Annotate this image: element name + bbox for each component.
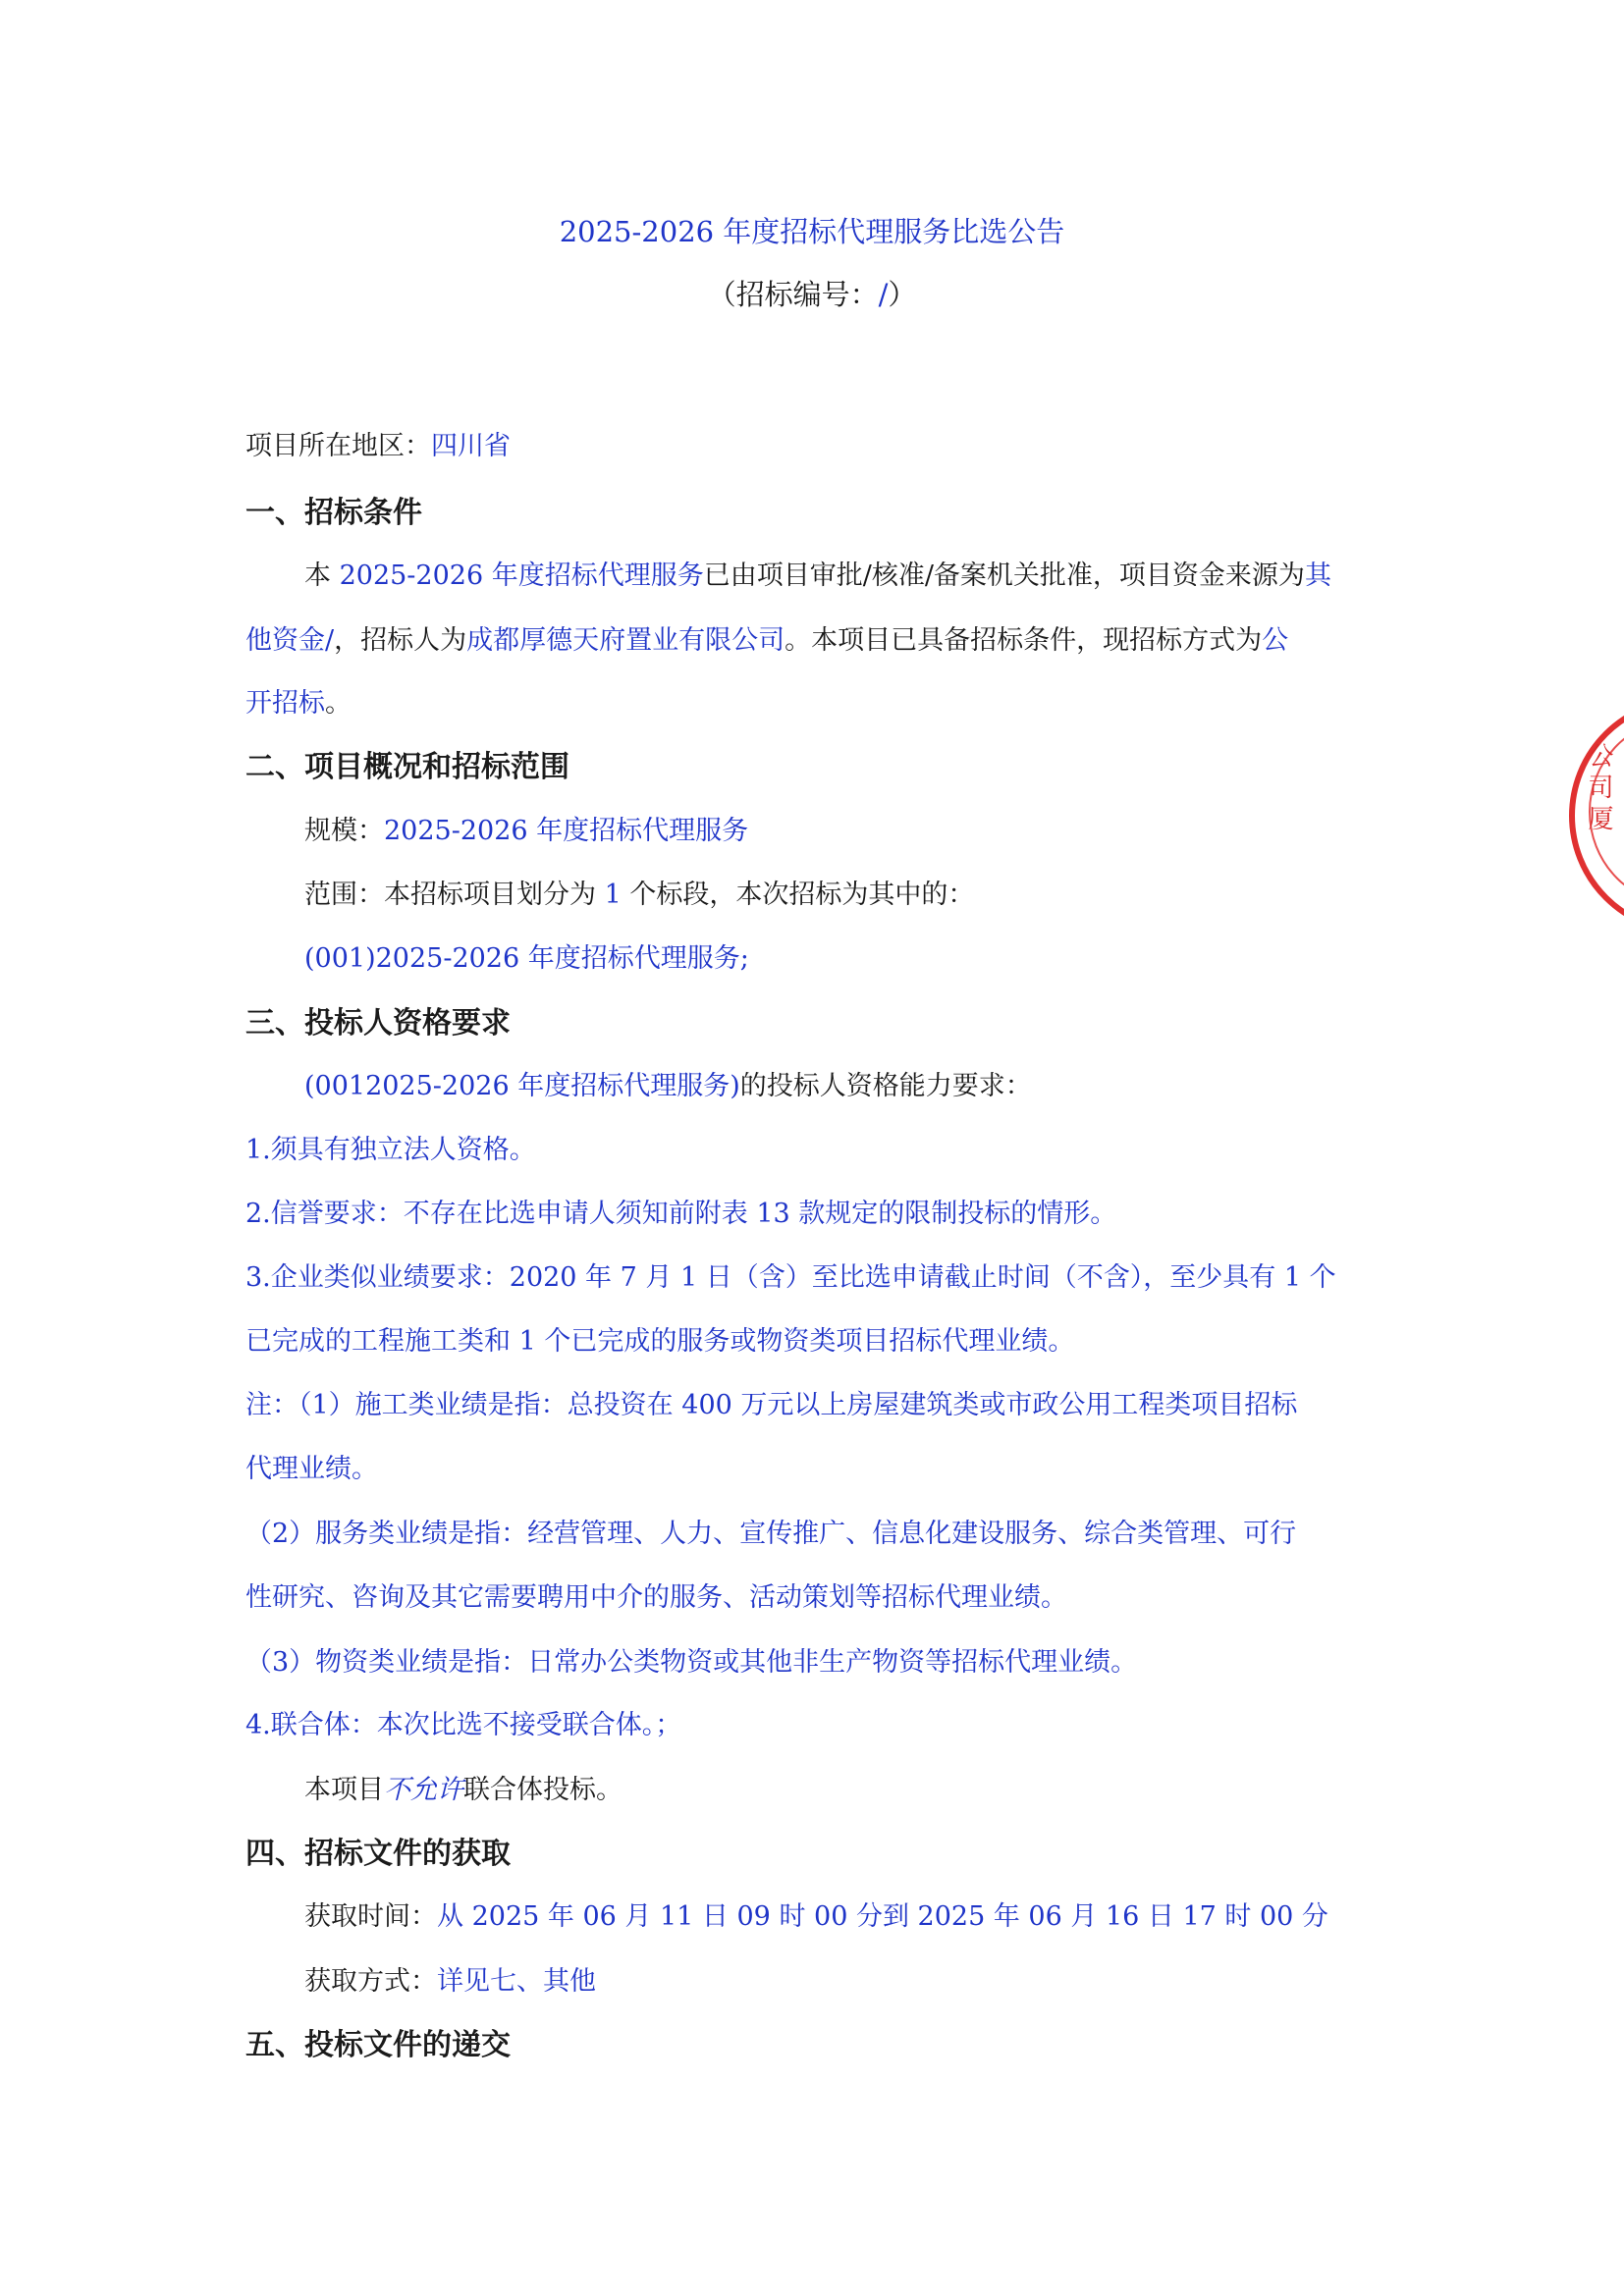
s1-funding-source: 其 — [1304, 561, 1331, 591]
page-title: 2025-2026 年度招标代理服务比选公告 — [559, 215, 1065, 248]
company-seal-stamp — [1569, 697, 1624, 934]
acquire-method-label: 获取方式： — [304, 1966, 437, 1997]
scale-value: 2025-2026 年度招标代理服务 — [384, 816, 749, 846]
s3-intro — [304, 1064, 1032, 1102]
s3-note-1-line-1: 注：（1）施工类业绩是指：总投资在 400 万元以上房屋建筑类或市政公用工程类项目招标 — [245, 1390, 1298, 1420]
s3-consortium — [304, 1768, 623, 1806]
s3-note-1-line-2: 代理业绩。 — [245, 1454, 378, 1484]
consortium-text: 联合体投标。 — [463, 1775, 623, 1805]
tender-number-prefix: （招标编号： — [707, 278, 879, 311]
project-region — [245, 424, 511, 462]
s3-intro-text: 的投标人资格能力要求： — [739, 1071, 1032, 1101]
region-value: 四川省 — [431, 431, 511, 461]
acquire-method-value: 详见七、其他 — [437, 1966, 596, 1997]
s3-requirement-3-line-2: 已完成的工程施工类和 1 个已完成的服务或物资类项目招标代理业绩。 — [245, 1326, 1075, 1357]
acquire-time-label: 获取时间： — [304, 1901, 437, 1932]
s1-text: 已由项目审批/核准/备案机关批准，项目资金来源为 — [703, 561, 1305, 591]
tender-number-suffix: ） — [888, 278, 917, 311]
s1-paragraph-line-2 — [245, 618, 1288, 657]
s1-paragraph-line-1 — [304, 554, 1331, 592]
range-text: 范围：本招标项目划分为 — [304, 880, 596, 910]
acquire-time-value: 从 2025 年 06 月 11 日 09 时 00 分到 2025 年 06 月 16 日 17 时 00 分 — [437, 1901, 1328, 1932]
s3-note-2-line-2: 性研究、咨询及其它需要聘用中介的服务、活动策划等招标代理业绩。 — [245, 1582, 1067, 1613]
s1-text: 。本项目已具备招标条件，现招标方式为 — [785, 625, 1263, 656]
s3-note-3: （3）物资类业绩是指：日常办公类物资或其他非生产物资等招标代理业绩。 — [245, 1647, 1138, 1678]
s1-text: ，招标人为 — [334, 625, 467, 656]
s2-scale — [304, 809, 748, 847]
s1-tender-method: 开招标 — [245, 688, 325, 719]
s3-note-2-line-1: （2）服务类业绩是指：经营管理、人力、宣传推广、信息化建设服务、综合类管理、可行 — [245, 1519, 1297, 1549]
s1-tenderer-name: 成都厚德天府置业有限公司 — [466, 625, 785, 656]
section-5-heading: 五、投标文件的递交 — [245, 2028, 511, 2062]
s3-requirement-3-line-1: 3.企业类似业绩要求：2020 年 7 月 1 日（含）至比选申请截止时间（不含），至少具有 1 个 — [245, 1262, 1336, 1293]
region-label: 项目所在地区： — [245, 431, 431, 461]
s4-acquire-time — [304, 1895, 1328, 1933]
s3-lot-name: (0012025-2026 年度招标代理服务) — [304, 1071, 740, 1101]
lot-count: 1 — [604, 880, 622, 910]
s4-acquire-method — [304, 1959, 596, 1998]
section-4-heading: 四、招标文件的获取 — [245, 1837, 511, 1871]
tender-number — [0, 273, 1624, 313]
consortium-status: 不允许 — [384, 1775, 463, 1805]
s3-requirement-2: 2.信誉要求：不存在比选申请人须知前附表 13 款规定的限制投标的情形。 — [245, 1199, 1117, 1229]
s2-range — [304, 873, 974, 911]
s3-requirement-1: 1.须具有独立法人资格。 — [245, 1135, 536, 1165]
tender-number-value: / — [878, 278, 889, 311]
section-3-heading: 三、投标人资格要求 — [245, 1006, 511, 1041]
s1-text: 本 — [304, 561, 340, 591]
s1-text: 。 — [325, 688, 352, 719]
consortium-text: 本项目 — [304, 1775, 384, 1805]
s2-lot: (001)2025-2026 年度招标代理服务; — [304, 943, 749, 974]
section-1-heading: 一、招标条件 — [245, 496, 422, 530]
section-2-heading: 二、项目概况和招标范围 — [245, 750, 569, 784]
s1-tender-method: 公 — [1262, 625, 1289, 656]
s1-funding-source: 他资金/ — [245, 625, 335, 656]
s1-paragraph-line-3 — [245, 681, 352, 720]
range-text: 个标段，本次招标为其中的： — [629, 880, 975, 910]
s3-requirement-4: 4.联合体：本次比选不接受联合体。； — [245, 1710, 682, 1740]
seal-text: 公司厦 — [1584, 742, 1613, 836]
scale-label: 规模： — [304, 816, 384, 846]
s1-project-name: 2025-2026 年度招标代理服务 — [339, 561, 704, 591]
